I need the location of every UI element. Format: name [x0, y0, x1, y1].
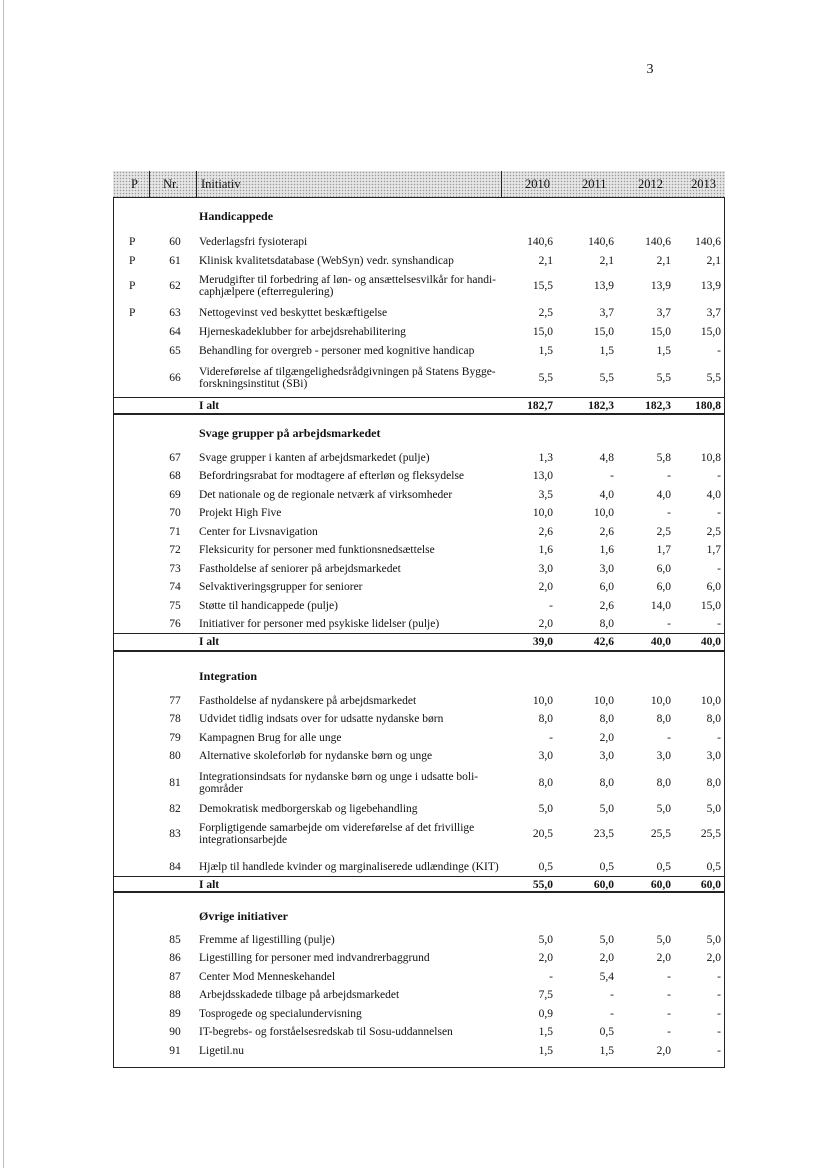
section-end-rule — [113, 413, 725, 415]
cell-p — [129, 817, 149, 850]
cell-initiativ: Hjerneskadeklubber for arbejdsrehabilitering — [199, 325, 406, 338]
cell-2012: 8,0 — [656, 713, 671, 725]
cell-2012: 5,5 — [656, 372, 671, 384]
cell-p — [129, 322, 149, 341]
cell-2011: 2,0 — [599, 731, 614, 744]
cell-2011: 3,0 — [599, 750, 614, 762]
cell-2013: - — [717, 1026, 721, 1038]
cell-2013: 6,0 — [706, 581, 721, 593]
table-row — [113, 747, 725, 765]
cell-2011: - — [610, 1007, 614, 1020]
cell-2012: - — [667, 1007, 671, 1020]
cell-nr: 67 — [169, 451, 181, 464]
table-row — [113, 800, 725, 817]
cell-2011: 4,8 — [599, 451, 614, 464]
header-p: P — [131, 177, 138, 191]
cell-initiativ: Alternative skoleforløb for nydanske børn og unge — [199, 750, 433, 762]
cell-2012: 1,5 — [656, 344, 671, 357]
table-row — [113, 578, 725, 596]
cell-2012: 10,0 — [650, 694, 671, 707]
cell-2011: 5,0 — [599, 802, 614, 815]
cell-2013: - — [717, 507, 721, 519]
cell-p — [129, 800, 149, 817]
cell-2010: 1,5 — [538, 344, 553, 357]
header-2013: 2013 — [691, 177, 716, 191]
budget-table — [113, 171, 725, 1068]
cell-2013: 15,0 — [700, 325, 721, 338]
total-2013: 40,0 — [700, 635, 721, 648]
cell-2012: - — [667, 470, 671, 482]
cell-2013: 0,5 — [706, 861, 721, 873]
cell-2013: 10,8 — [700, 451, 721, 464]
table-row — [113, 341, 725, 360]
cell-2011: - — [610, 470, 614, 482]
cell-2010: 0,5 — [538, 861, 553, 873]
cell-p — [129, 691, 149, 710]
table-row — [113, 360, 725, 396]
cell-p — [129, 710, 149, 728]
cell-p — [129, 522, 149, 541]
cell-initiativ: Vederlagsfri fysioterapi — [199, 235, 308, 248]
cell-2011: 1,5 — [599, 1044, 614, 1057]
cell-2010: 1,6 — [538, 544, 553, 556]
cell-initiativ: Udvidet tidlig indsats over for udsatte nydanske børn — [199, 713, 444, 725]
page-number: 3 — [646, 62, 654, 77]
cell-2012: 1,7 — [656, 544, 671, 556]
cell-p: P — [129, 307, 136, 319]
cell-nr: 60 — [169, 235, 181, 248]
cell-initiativ: Merudgifter til forbedring af løn- og ansættelsesvilkår for handi-caphjælpere (efterregulering) — [199, 274, 497, 298]
cell-2013: 8,0 — [706, 776, 721, 789]
cell-initiativ: Klinisk kvalitetsdatabase (WebSyn) vedr. synshandicap — [199, 254, 454, 267]
cell-2010: 0,9 — [538, 1007, 553, 1020]
cell-nr: 73 — [169, 562, 181, 575]
cell-2013: 4,0 — [706, 488, 721, 501]
cell-2011: 5,5 — [599, 372, 614, 384]
total-label: I alt — [199, 635, 220, 648]
cell-p — [129, 360, 149, 396]
table-row — [113, 1004, 725, 1023]
cell-2010: 13,0 — [532, 470, 553, 482]
cell-initiativ: Initiativer for personer med psykiske lidelser (pulje) — [199, 618, 440, 630]
cell-nr: 87 — [169, 970, 181, 983]
cell-2012: 25,5 — [650, 827, 671, 840]
cell-nr: 86 — [169, 952, 181, 964]
total-row — [113, 634, 725, 649]
cell-2012: 6,0 — [656, 581, 671, 593]
cell-2011: 1,6 — [599, 544, 614, 556]
cell-nr: 69 — [169, 488, 181, 501]
cell-2013: - — [717, 562, 721, 575]
table-row — [113, 504, 725, 522]
cell-2013: 3,7 — [706, 307, 721, 319]
cell-p — [129, 467, 149, 485]
cell-nr: 89 — [169, 1007, 181, 1020]
header-initiativ: Initiativ — [201, 177, 241, 191]
total-2012: 60,0 — [650, 878, 671, 891]
cell-2010: 2,5 — [538, 307, 553, 319]
cell-p — [129, 596, 149, 615]
cell-nr: 82 — [169, 802, 181, 815]
cell-2010: 2,0 — [538, 618, 553, 630]
table-row — [113, 541, 725, 559]
cell-2013: - — [717, 618, 721, 630]
cell-2012: 5,8 — [656, 451, 671, 464]
table-row — [113, 448, 725, 467]
cell-2013: 5,0 — [706, 802, 721, 815]
cell-2013: - — [717, 344, 721, 357]
table-row — [113, 232, 725, 251]
table-row — [113, 728, 725, 747]
cell-2013: - — [717, 989, 721, 1001]
cell-p — [129, 765, 149, 800]
total-2012: 182,3 — [645, 399, 671, 412]
cell-p — [129, 541, 149, 559]
cell-2013: - — [717, 470, 721, 482]
cell-nr: 61 — [169, 254, 181, 267]
page-margin-line — [3, 0, 4, 1168]
cell-2013: 15,0 — [700, 599, 721, 612]
cell-2012: 15,0 — [650, 325, 671, 338]
cell-2013: 5,5 — [706, 372, 721, 384]
cell-initiativ: Selvaktiveringsgrupper for seniorer — [199, 581, 363, 593]
cell-p — [129, 967, 149, 986]
cell-2013: 2,1 — [706, 254, 721, 267]
cell-p: P — [129, 254, 136, 267]
cell-2012: - — [667, 731, 671, 744]
cell-initiativ: Hjælp til handlede kvinder og marginaliserede udlændinge (KIT) — [199, 861, 499, 873]
table-row — [113, 304, 725, 322]
total-row — [113, 398, 725, 413]
cell-initiativ: Fastholdelse af seniorer på arbejdsmarkedet — [199, 562, 401, 575]
table-row — [113, 559, 725, 578]
cell-initiativ: Behandling for overgreb - personer med kognitive handicap — [199, 344, 475, 357]
cell-2011: 0,5 — [599, 1026, 614, 1038]
cell-initiativ: Fremme af ligestilling (pulje) — [199, 933, 335, 946]
cell-2010: 2,6 — [538, 525, 553, 538]
total-2010: 39,0 — [532, 635, 553, 648]
cell-2012: 3,0 — [656, 750, 671, 762]
total-row — [113, 877, 725, 892]
table-row — [113, 467, 725, 485]
cell-2013: 13,9 — [700, 280, 721, 292]
cell-initiativ: Nettogevinst ved beskyttet beskæftigelse — [199, 307, 388, 319]
cell-p — [129, 448, 149, 467]
cell-2011: 2,0 — [599, 952, 614, 964]
cell-p — [129, 341, 149, 360]
cell-2010: 1,5 — [538, 1026, 553, 1038]
cell-2012: 8,0 — [656, 776, 671, 789]
cell-p: P — [129, 235, 136, 248]
cell-nr: 85 — [169, 933, 181, 946]
cell-2010: 10,0 — [532, 694, 553, 707]
section-title: Handicappede — [199, 209, 274, 223]
cell-2011: 13,9 — [593, 280, 614, 292]
cell-initiativ: Arbejdsskadede tilbage på arbejdsmarkedet — [199, 989, 400, 1001]
cell-nr: 76 — [169, 618, 181, 630]
table-header — [113, 171, 725, 198]
cell-initiativ: Støtte til handicappede (pulje) — [199, 599, 338, 612]
cell-2010: 1,3 — [538, 451, 553, 464]
cell-2013: - — [717, 970, 721, 983]
cell-2010: 3,0 — [538, 562, 553, 575]
cell-2010: 8,0 — [538, 776, 553, 789]
cell-2010: 5,0 — [538, 933, 553, 946]
cell-nr: 74 — [169, 581, 181, 593]
cell-initiativ: Fastholdelse af nydanskere på arbejdsmarkedet — [199, 694, 417, 707]
cell-p — [129, 747, 149, 765]
cell-2013: 3,0 — [706, 750, 721, 762]
cell-2012: 0,5 — [656, 861, 671, 873]
cell-2013: 8,0 — [706, 713, 721, 725]
cell-nr: 68 — [169, 470, 181, 482]
cell-2011: 23,5 — [593, 827, 614, 840]
total-label: I alt — [199, 878, 220, 891]
cell-p — [129, 504, 149, 522]
table-row — [113, 596, 725, 615]
cell-2010: 1,5 — [538, 1044, 553, 1057]
cell-initiativ: IT-begrebs- og forståelsesredskab til Sosu-uddannelsen — [199, 1026, 453, 1038]
cell-nr: 83 — [169, 827, 181, 840]
cell-2011: 8,0 — [599, 713, 614, 725]
table-row — [113, 615, 725, 633]
cell-nr: 78 — [169, 713, 181, 725]
cell-2012: - — [667, 989, 671, 1001]
cell-2011: 8,0 — [599, 776, 614, 789]
cell-2012: 2,0 — [656, 952, 671, 964]
cell-nr: 75 — [169, 599, 181, 612]
cell-nr: 64 — [169, 325, 181, 338]
table-row — [113, 930, 725, 949]
table-row — [113, 322, 725, 341]
cell-2013: - — [717, 731, 721, 744]
cell-2012: 4,0 — [656, 488, 671, 501]
cell-2012: - — [667, 618, 671, 630]
cell-p — [129, 578, 149, 596]
cell-2011: 1,5 — [599, 344, 614, 357]
cell-2013: - — [717, 1044, 721, 1057]
cell-nr: 70 — [169, 507, 181, 519]
table-row — [113, 765, 725, 800]
total-2011: 42,6 — [593, 635, 614, 648]
cell-2010: 8,0 — [538, 713, 553, 725]
cell-initiativ: Projekt High Five — [199, 507, 282, 519]
cell-2011: 10,0 — [593, 694, 614, 707]
cell-2013: 2,5 — [706, 525, 721, 538]
cell-2012: 2,5 — [656, 525, 671, 538]
cell-2010: 2,0 — [538, 952, 553, 964]
cell-2011: 2,6 — [599, 599, 614, 612]
cell-p — [129, 930, 149, 949]
cell-nr: 63 — [169, 307, 181, 319]
cell-2010: 3,5 — [538, 488, 553, 501]
table-row — [113, 710, 725, 728]
cell-2011: 5,0 — [599, 933, 614, 946]
cell-initiativ: Svage grupper i kanten af arbejdsmarkedet (pulje) — [199, 451, 430, 464]
cell-nr: 72 — [169, 544, 181, 556]
cell-2011: 4,0 — [599, 488, 614, 501]
cell-nr: 81 — [169, 776, 181, 789]
cell-2012: 3,7 — [656, 307, 671, 319]
cell-2010: - — [549, 599, 553, 612]
total-2013: 60,0 — [700, 878, 721, 891]
cell-2010: 15,5 — [532, 280, 553, 292]
cell-2010: 3,0 — [538, 750, 553, 762]
cell-2011: 2,6 — [599, 525, 614, 538]
cell-initiativ: Det nationale og de regionale netværk af virksomheder — [199, 488, 453, 501]
header-2012: 2012 — [638, 177, 663, 191]
table-row — [113, 986, 725, 1004]
table-row — [113, 1023, 725, 1041]
header-divider — [501, 171, 502, 197]
cell-2012: 2,0 — [656, 1044, 671, 1057]
cell-nr: 84 — [169, 861, 181, 873]
cell-2012: 13,9 — [650, 280, 671, 292]
cell-nr: 80 — [169, 750, 181, 762]
header-divider — [196, 171, 197, 197]
total-2011: 60,0 — [593, 878, 614, 891]
cell-p — [129, 986, 149, 1004]
section-title: Integration — [199, 669, 257, 683]
cell-p — [129, 728, 149, 747]
cell-initiativ: Ligestilling for personer med indvandrerbaggrund — [199, 952, 430, 964]
cell-2010: 2,1 — [538, 254, 553, 267]
cell-initiativ: Ligetil.nu — [199, 1044, 245, 1057]
total-2013: 180,8 — [695, 399, 721, 412]
cell-p — [129, 1004, 149, 1023]
header-nr: Nr. — [163, 177, 179, 191]
total-label: I alt — [199, 399, 220, 412]
table-row — [113, 1041, 725, 1060]
cell-p — [129, 559, 149, 578]
cell-2012: - — [667, 507, 671, 519]
cell-2013: 2,0 — [706, 952, 721, 964]
cell-nr: 71 — [169, 525, 181, 538]
table-row — [113, 251, 725, 270]
cell-nr: 66 — [169, 372, 181, 384]
cell-2012: 14,0 — [650, 599, 671, 612]
table-row — [113, 817, 725, 850]
cell-nr: 77 — [169, 694, 181, 707]
total-2010: 182,7 — [527, 399, 553, 412]
cell-2012: - — [667, 1026, 671, 1038]
cell-2011: 0,5 — [599, 861, 614, 873]
table-row — [113, 691, 725, 710]
cell-p — [129, 1041, 149, 1060]
total-2012: 40,0 — [650, 635, 671, 648]
cell-2011: 3,7 — [599, 307, 614, 319]
header-2010: 2010 — [525, 177, 550, 191]
cell-2012: 2,1 — [656, 254, 671, 267]
cell-2012: 5,0 — [656, 933, 671, 946]
cell-2013: 140,6 — [695, 235, 721, 248]
cell-nr: 62 — [169, 280, 181, 292]
cell-p — [129, 485, 149, 504]
cell-2012: - — [667, 970, 671, 983]
table-row — [113, 269, 725, 303]
cell-2010: 5,5 — [538, 372, 553, 384]
cell-2011: 2,1 — [599, 254, 614, 267]
cell-2011: 5,4 — [599, 970, 614, 983]
cell-2011: 10,0 — [593, 507, 614, 519]
cell-nr: 79 — [169, 731, 181, 744]
cell-p: P — [129, 280, 136, 292]
cell-initiativ: Fleksicurity for personer med funktionsnedsættelse — [199, 544, 435, 556]
section-title: Svage grupper på arbejdsmarkedet — [199, 426, 381, 440]
cell-2011: 6,0 — [599, 581, 614, 593]
cell-2010: 140,6 — [527, 235, 553, 248]
cell-p — [129, 1023, 149, 1041]
cell-2013: 5,0 — [706, 933, 721, 946]
cell-initiativ: Kampagnen Brug for alle unge — [199, 731, 342, 744]
cell-nr: 90 — [169, 1026, 181, 1038]
cell-2010: 10,0 — [532, 507, 553, 519]
cell-nr: 65 — [169, 344, 181, 357]
cell-initiativ: Tosprogede og specialundervisning — [199, 1007, 362, 1020]
cell-initiativ: Center Mod Menneskehandel — [199, 970, 336, 983]
cell-2012: 5,0 — [656, 802, 671, 815]
cell-2010: - — [549, 731, 553, 744]
cell-2013: - — [717, 1007, 721, 1020]
table-row — [113, 949, 725, 967]
cell-2011: 8,0 — [599, 618, 614, 630]
cell-2010: 20,5 — [532, 827, 553, 840]
cell-initiativ: Center for Livsnavigation — [199, 525, 318, 538]
table-row — [113, 522, 725, 541]
cell-initiativ: Integrationsindsats for nydanske børn og unge i udsatte boli-gområder — [199, 770, 479, 795]
cell-initiativ: Befordringsrabat for modtagere af efterløn og fleksydelse — [199, 470, 465, 482]
section-end-rule — [113, 650, 725, 652]
cell-2013: 1,7 — [706, 544, 721, 556]
cell-2010: 7,5 — [538, 989, 553, 1001]
header-2011: 2011 — [582, 177, 607, 191]
cell-2010: 5,0 — [538, 802, 553, 815]
cell-p — [129, 615, 149, 633]
section-end-rule — [113, 891, 725, 893]
section-title: Øvrige initiativer — [199, 909, 288, 923]
cell-2010: - — [549, 970, 553, 983]
cell-2011: - — [610, 989, 614, 1001]
cell-2012: 6,0 — [656, 562, 671, 575]
table-row — [113, 967, 725, 986]
cell-initiativ: Demokratisk medborgerskab og ligebehandling — [199, 802, 418, 815]
cell-2010: 2,0 — [538, 581, 553, 593]
cell-2011: 15,0 — [593, 325, 614, 338]
table-row — [113, 485, 725, 504]
cell-2013: 10,0 — [700, 694, 721, 707]
cell-2011: 140,6 — [588, 235, 614, 248]
total-2011: 182,3 — [588, 399, 614, 412]
cell-initiativ: Videreførelse af tilgængelighedsrådgivningen på Statens Bygge-forskningsinstitut (SBi) — [199, 366, 496, 390]
cell-initiativ: Forpligtigende samarbejde om videreførelse af det frivillige integrationsarbejde — [199, 821, 475, 846]
cell-nr: 91 — [169, 1044, 181, 1057]
cell-2013: 25,5 — [700, 827, 721, 840]
cell-2012: 140,6 — [645, 235, 671, 248]
header-divider — [149, 171, 150, 197]
cell-p — [129, 949, 149, 967]
cell-nr: 88 — [169, 989, 181, 1001]
cell-2010: 15,0 — [532, 325, 553, 338]
total-2010: 55,0 — [532, 878, 553, 891]
cell-2011: 3,0 — [599, 562, 614, 575]
